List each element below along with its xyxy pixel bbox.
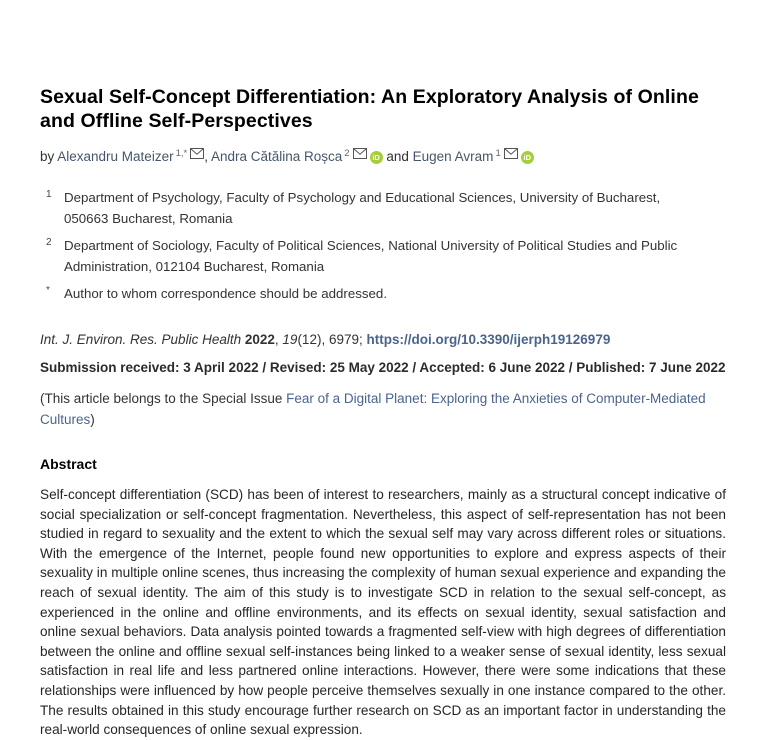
affiliation-text: Department of Psychology, Faculty of Psychology and Educational Sciences, University of Bucharest, 050663 Bucharest, Romania: [64, 190, 661, 226]
journal-name: Int. J. Environ. Res. Public Health: [40, 332, 245, 347]
journal-citation: [40, 332, 726, 347]
orcid-icon[interactable]: iD: [521, 151, 534, 164]
special-issue-prefix: (This article belongs to the Special Issue: [40, 391, 287, 406]
special-issue-link[interactable]: Fear of a Digital Planet: Exploring the Anxieties of Computer-Mediated Cultures: [40, 391, 706, 427]
byline-prefix: by: [40, 149, 58, 164]
affiliations-list: [40, 187, 726, 304]
email-icon[interactable]: [353, 146, 367, 164]
email-icon[interactable]: [504, 146, 518, 164]
affiliation-item: [40, 187, 700, 229]
email-icon[interactable]: [190, 146, 204, 164]
affiliation-marker: 1: [46, 189, 52, 200]
page-title: Sexual Self-Concept Differentiation: An Exploratory Analysis of Online and Offline Self-Perspectives: [40, 86, 699, 132]
orcid-icon[interactable]: iD: [370, 151, 383, 164]
citation-volume: 19: [282, 332, 298, 347]
correspondence-marker: *: [46, 285, 50, 296]
byline: [40, 145, 726, 166]
special-issue-note: [40, 388, 726, 430]
correspondence-text: Author to whom correspondence should be addressed.: [64, 286, 388, 301]
author-superscript: 1,*: [175, 148, 188, 159]
affiliation-text: Department of Sociology, Faculty of Political Sciences, National University of Political Studies and Public Administration, 012104 Bucharest, Romania: [64, 238, 678, 274]
special-issue-suffix: ): [90, 412, 95, 427]
citation-comma: ,: [274, 332, 283, 347]
affiliation-marker: 2: [46, 237, 52, 248]
abstract-heading: Abstract: [40, 456, 97, 472]
byline-separator: ,: [204, 149, 211, 164]
author-link-mateizer[interactable]: Alexandru Mateizer: [57, 149, 174, 164]
doi-link[interactable]: https://doi.org/10.3390/ijerph19126979: [366, 332, 611, 347]
author-superscript: 1: [495, 148, 501, 159]
correspondence-note: [40, 283, 700, 304]
affiliation-item: [40, 235, 700, 277]
citation-issue-pages: (12), 6979;: [297, 332, 367, 347]
submission-dates: Submission received: 3 April 2022 / Revised: 25 May 2022 / Accepted: 6 June 2022 / Published: 7 June 2022: [40, 360, 726, 375]
article-page: [40, 86, 726, 740]
author-link-avram[interactable]: Eugen Avram: [412, 149, 494, 164]
abstract-text: Self-concept differentiation (SCD) has been of interest to researchers, mainly as a structural concept indicative of social specialization or self-concept fragmentation. Nevertheless, this aspect of self-representation has not been studied in regard to sexuality and the extent to which the sexual self may vary across different roles or situations. With the emergence of the Internet, people found new opportunities to explore and express aspects of their sexuality in multiple online scenes, thus increasing the complexity of human sexual experience and expanding the reach of sexual identity. The aim of this study is to investigate SCD in relation to the sexual self-concept, as experienced in the online and offline environments, and its effects on sexual identity, sexual satisfaction and online sexual behaviors. Data analysis pointed towards a fragmented self-view with high degrees of differentiation between the online and offline sexual self-instances being linked to a weaker sense of sexual identity, less sexual satisfaction in real life and less partnered online interactions. However, there were some indications that these relationships were influenced by how people perceive themselves sexually in one instance compared to the other. The results obtained in this study encourage further research on SCD as an important factor in understanding the real-world consequences of online sexual expression.: [40, 487, 726, 738]
byline-and: and: [382, 149, 413, 164]
author-link-rosca[interactable]: Andra Cătălina Roșca: [210, 149, 343, 164]
author-superscript: 2: [344, 148, 350, 159]
citation-year: 2022: [244, 332, 275, 347]
